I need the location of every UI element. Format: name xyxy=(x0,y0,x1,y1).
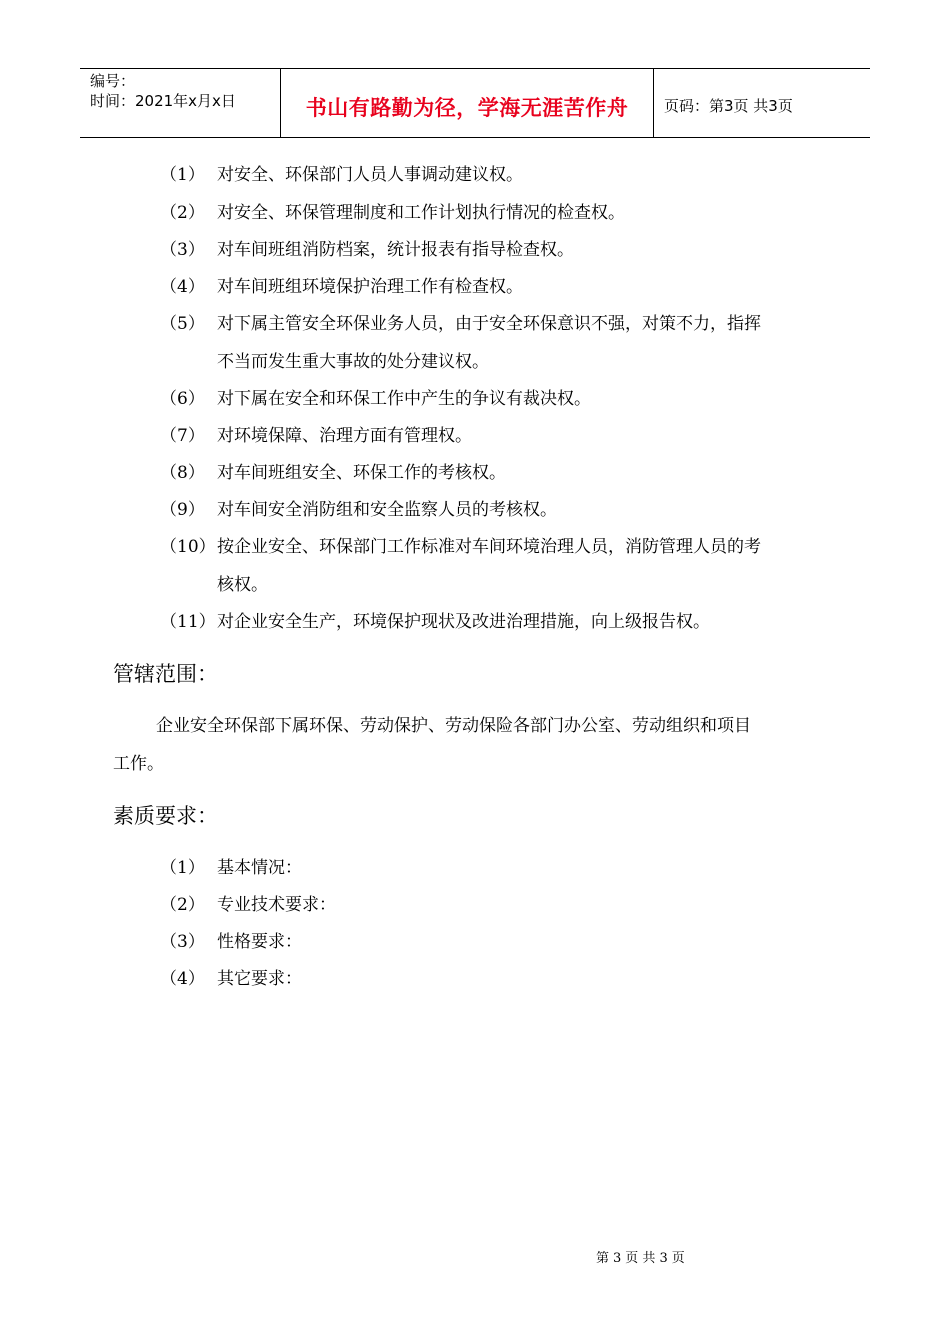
page-header xyxy=(80,68,870,138)
item-text: 对下属主管安全环保业务人员，由于安全环保意识不强，对策不力，指挥 xyxy=(217,314,761,334)
item-text: 性格要求： xyxy=(217,932,302,952)
item-number: （4） xyxy=(160,277,205,297)
list-item xyxy=(160,388,591,410)
list-item xyxy=(160,164,523,186)
item-text: 对下属在安全和环保工作中产生的争议有裁决权。 xyxy=(217,389,591,409)
item-number: （8） xyxy=(160,463,205,483)
item-number: （5） xyxy=(160,314,205,334)
list-item xyxy=(160,968,302,990)
number-label: 编号： xyxy=(90,72,136,90)
list-item xyxy=(160,202,625,224)
item-text: 对车间班组环境保护治理工作有检查权。 xyxy=(217,277,523,297)
list-item xyxy=(160,857,302,879)
header-left-cell xyxy=(80,69,281,137)
scope-paragraph-line: 企业安全环保部下属环保、劳动保护、劳动保险各部门办公室、劳动组织和项目 xyxy=(156,716,751,736)
item-number: （3） xyxy=(160,240,205,260)
footer-total-pages: 3 xyxy=(659,1251,668,1266)
item-text: 对安全、环保部门人员人事调动建议权。 xyxy=(217,165,523,185)
item-text: 对车间班组消防档案，统计报表有指导检查权。 xyxy=(217,240,574,260)
list-item xyxy=(160,313,761,335)
item-number: （7） xyxy=(160,426,205,446)
quality-heading: 素质要求： xyxy=(113,804,218,828)
list-item xyxy=(160,536,761,558)
scope-heading: 管辖范围： xyxy=(113,662,218,686)
item-text: 对车间安全消防组和安全监察人员的考核权。 xyxy=(217,500,557,520)
item-text: 对车间班组安全、环保工作的考核权。 xyxy=(217,463,506,483)
item-number: （10） xyxy=(160,537,216,557)
list-item xyxy=(160,931,302,953)
item-continuation: 不当而发生重大事故的处分建议权。 xyxy=(217,352,489,372)
item-text: 按企业安全、环保部门工作标准对车间环境治理人员，消防管理人员的考 xyxy=(217,537,761,557)
list-item xyxy=(160,611,710,633)
list-item xyxy=(160,276,523,298)
footer-prefix: 第 xyxy=(596,1251,610,1266)
motto: 书山有路勤为径，学海无涯苦作舟 xyxy=(281,69,654,137)
item-number: （11） xyxy=(160,612,216,632)
item-number: （6） xyxy=(160,389,205,409)
scope-paragraph-line: 工作。 xyxy=(113,754,164,774)
item-number: （4） xyxy=(160,969,205,989)
item-text: 对安全、环保管理制度和工作计划执行情况的检查权。 xyxy=(217,203,625,223)
list-item xyxy=(160,499,557,521)
footer-middle: 页 共 xyxy=(625,1251,656,1266)
page-code: 页码：第3页 共3页 xyxy=(664,96,793,115)
item-number: （3） xyxy=(160,932,205,952)
item-number: （1） xyxy=(160,858,205,878)
item-number: （1） xyxy=(160,165,205,185)
item-text: 专业技术要求： xyxy=(217,895,336,915)
item-text: 对环境保障、治理方面有管理权。 xyxy=(217,426,472,446)
list-item xyxy=(160,894,336,916)
item-number: （9） xyxy=(160,500,205,520)
date-label: 时间：2021年x月x日 xyxy=(90,92,236,110)
list-item xyxy=(160,425,472,447)
item-continuation: 核权。 xyxy=(217,575,268,595)
item-text: 其它要求： xyxy=(217,969,302,989)
item-text: 基本情况： xyxy=(217,858,302,878)
list-item xyxy=(160,462,506,484)
list-item xyxy=(160,239,574,261)
item-number: （2） xyxy=(160,203,205,223)
item-number: （2） xyxy=(160,895,205,915)
footer-page-number: 3 xyxy=(613,1251,622,1266)
footer-suffix: 页 xyxy=(671,1251,685,1266)
item-text: 对企业安全生产，环境保护现状及改进治理措施，向上级报告权。 xyxy=(217,612,710,632)
